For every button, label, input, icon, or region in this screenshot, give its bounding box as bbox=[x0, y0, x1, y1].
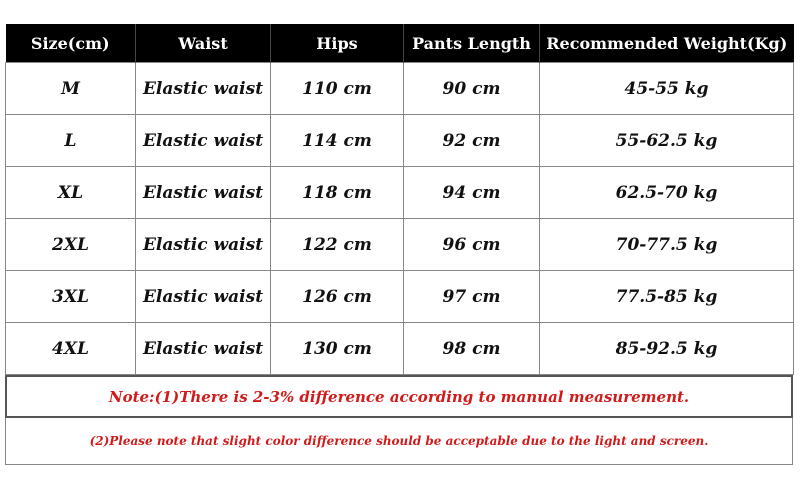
cell-waist: Elastic waist bbox=[136, 63, 271, 115]
cell-pants-length: 98 cm bbox=[404, 323, 540, 375]
measurement-note-box bbox=[5, 375, 793, 418]
header-recommended-weight: Recommended Weight(Kg) bbox=[540, 24, 794, 63]
cell-hips: 126 cm bbox=[271, 271, 404, 323]
header-pants-length: Pants Length bbox=[404, 24, 540, 63]
cell-weight: 45-55 kg bbox=[540, 63, 794, 115]
cell-hips: 110 cm bbox=[271, 63, 404, 115]
cell-waist: Elastic waist bbox=[136, 167, 271, 219]
cell-waist: Elastic waist bbox=[136, 115, 271, 167]
table-row bbox=[6, 219, 794, 271]
cell-hips: 122 cm bbox=[271, 219, 404, 271]
cell-size: XL bbox=[6, 167, 136, 219]
cell-waist: Elastic waist bbox=[136, 219, 271, 271]
cell-hips: 114 cm bbox=[271, 115, 404, 167]
cell-pants-length: 97 cm bbox=[404, 271, 540, 323]
color-note-box bbox=[5, 418, 793, 465]
table-row bbox=[6, 167, 794, 219]
cell-weight: 55-62.5 kg bbox=[540, 115, 794, 167]
table-row bbox=[6, 323, 794, 375]
table-row bbox=[6, 271, 794, 323]
color-note: (2)Please note that slight color difference should be acceptable due to the light and screen. bbox=[89, 434, 709, 448]
cell-size: 4XL bbox=[6, 323, 136, 375]
cell-pants-length: 94 cm bbox=[404, 167, 540, 219]
cell-weight: 77.5-85 kg bbox=[540, 271, 794, 323]
header-hips: Hips bbox=[271, 24, 404, 63]
cell-hips: 118 cm bbox=[271, 167, 404, 219]
cell-hips: 130 cm bbox=[271, 323, 404, 375]
cell-size: M bbox=[6, 63, 136, 115]
table-row bbox=[6, 115, 794, 167]
cell-size: L bbox=[6, 115, 136, 167]
cell-waist: Elastic waist bbox=[136, 323, 271, 375]
cell-weight: 85-92.5 kg bbox=[540, 323, 794, 375]
cell-weight: 70-77.5 kg bbox=[540, 219, 794, 271]
header-waist: Waist bbox=[136, 24, 271, 63]
cell-size: 3XL bbox=[6, 271, 136, 323]
cell-pants-length: 90 cm bbox=[404, 63, 540, 115]
cell-pants-length: 92 cm bbox=[404, 115, 540, 167]
cell-weight: 62.5-70 kg bbox=[540, 167, 794, 219]
measurement-note: Note:(1)There is 2-3% difference according to manual measurement. bbox=[108, 387, 690, 406]
header-row bbox=[6, 24, 794, 63]
header-size: Size(cm) bbox=[6, 24, 136, 63]
cell-waist: Elastic waist bbox=[136, 271, 271, 323]
cell-pants-length: 96 cm bbox=[404, 219, 540, 271]
cell-size: 2XL bbox=[6, 219, 136, 271]
table-row bbox=[6, 63, 794, 115]
size-chart-table bbox=[5, 24, 794, 375]
